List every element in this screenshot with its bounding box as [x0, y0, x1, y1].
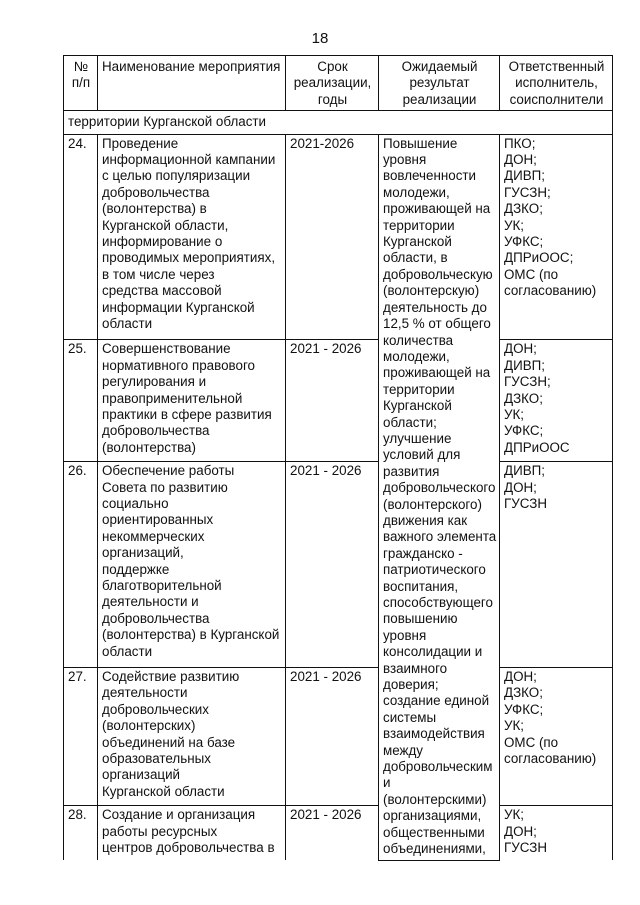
header-responsible: Ответственный исполнитель, соисполнители [500, 56, 613, 111]
responsible-cell: ДОН; ДЗКО; УФКС; УК; ОМС (по согласованию) [500, 667, 613, 806]
table-row [64, 340, 613, 462]
responsible-cell: ДОН; ДИВП; ГУСЗН; ДЗКО; УК; УФКС; ДПРиООС [500, 340, 613, 462]
table-row [64, 806, 613, 860]
header-expected-result: Ожидаемый результат реализации [379, 56, 500, 111]
table-row [64, 134, 613, 340]
page-number: 18 [311, 30, 329, 47]
responsible-cell: ПКО; ДОН; ДИВП; ГУСЗН; ДЗКО; УК; УФКС; ДПРиООС; ОМС (по согласованию) [500, 134, 613, 340]
activities-table [63, 55, 613, 861]
term-cell: 2021 - 2026 [286, 806, 379, 860]
header-number: № п/п [64, 56, 98, 111]
term-cell: 2021 - 2026 [286, 340, 379, 462]
expected-result-cell: Повышение уровня вовлеченности молодежи, проживающей на территории Курганской области, в добровольческую (волонтерскую) деятельность до 12,5 % от общего количества молодежи, проживающей на территории Курганской области; улучшение условий для развития добровольческого (волонтерского) движения как важного элемента гражданско - патриотического воспитания, способствующего повышению уровня консолидации и взаимного доверия; создание единой системы взаимодействия между добровольческим и (волонтерскими) организациями, общественными объединениями, [379, 134, 500, 860]
table-row [64, 462, 613, 668]
responsible-cell: ДИВП; ДОН; ГУСЗН [500, 462, 613, 668]
row-number: 27. [64, 667, 98, 806]
activity-name: Совершенствование нормативного правового регулирования и правоприменительной практики в сфере развития добровольчества (волонтерства) [98, 340, 286, 462]
term-cell: 2021 - 2026 [286, 667, 379, 806]
responsible-cell: УК; ДОН; ГУСЗН [500, 806, 613, 860]
row-number: 26. [64, 462, 98, 668]
row-number: 24. [64, 134, 98, 340]
territory-row [64, 111, 613, 134]
activity-name: Проведение информационной кампании с целью популяризации добровольчества (волонтерства) в Курганской области, информирование о проводимых мероприятиях, в том числе через средства массовой информации Курганской области [98, 134, 286, 340]
term-cell: 2021-2026 [286, 134, 379, 340]
table-row [64, 667, 613, 806]
table-header-row [64, 56, 613, 111]
activity-name: Обеспечение работы Совета по развитию социально ориентированных некоммерческих организаций, поддержке благотворительной деятельности и добровольчества (волонтерства) в Курганской области [98, 462, 286, 668]
territory-cell: территории Курганской области [64, 111, 613, 134]
term-cell: 2021 - 2026 [286, 462, 379, 668]
row-number: 25. [64, 340, 98, 462]
activity-name: Содействие развитию деятельности добровольческих (волонтерских) объединений на базе образовательных организаций Курганской области [98, 667, 286, 806]
row-number: 28. [64, 806, 98, 860]
activity-name: Создание и организация работы ресурсных центров добровольчества в [98, 806, 286, 860]
header-activity-name: Наименование мероприятия [98, 56, 286, 111]
header-term: Срок реализации, годы [286, 56, 379, 111]
